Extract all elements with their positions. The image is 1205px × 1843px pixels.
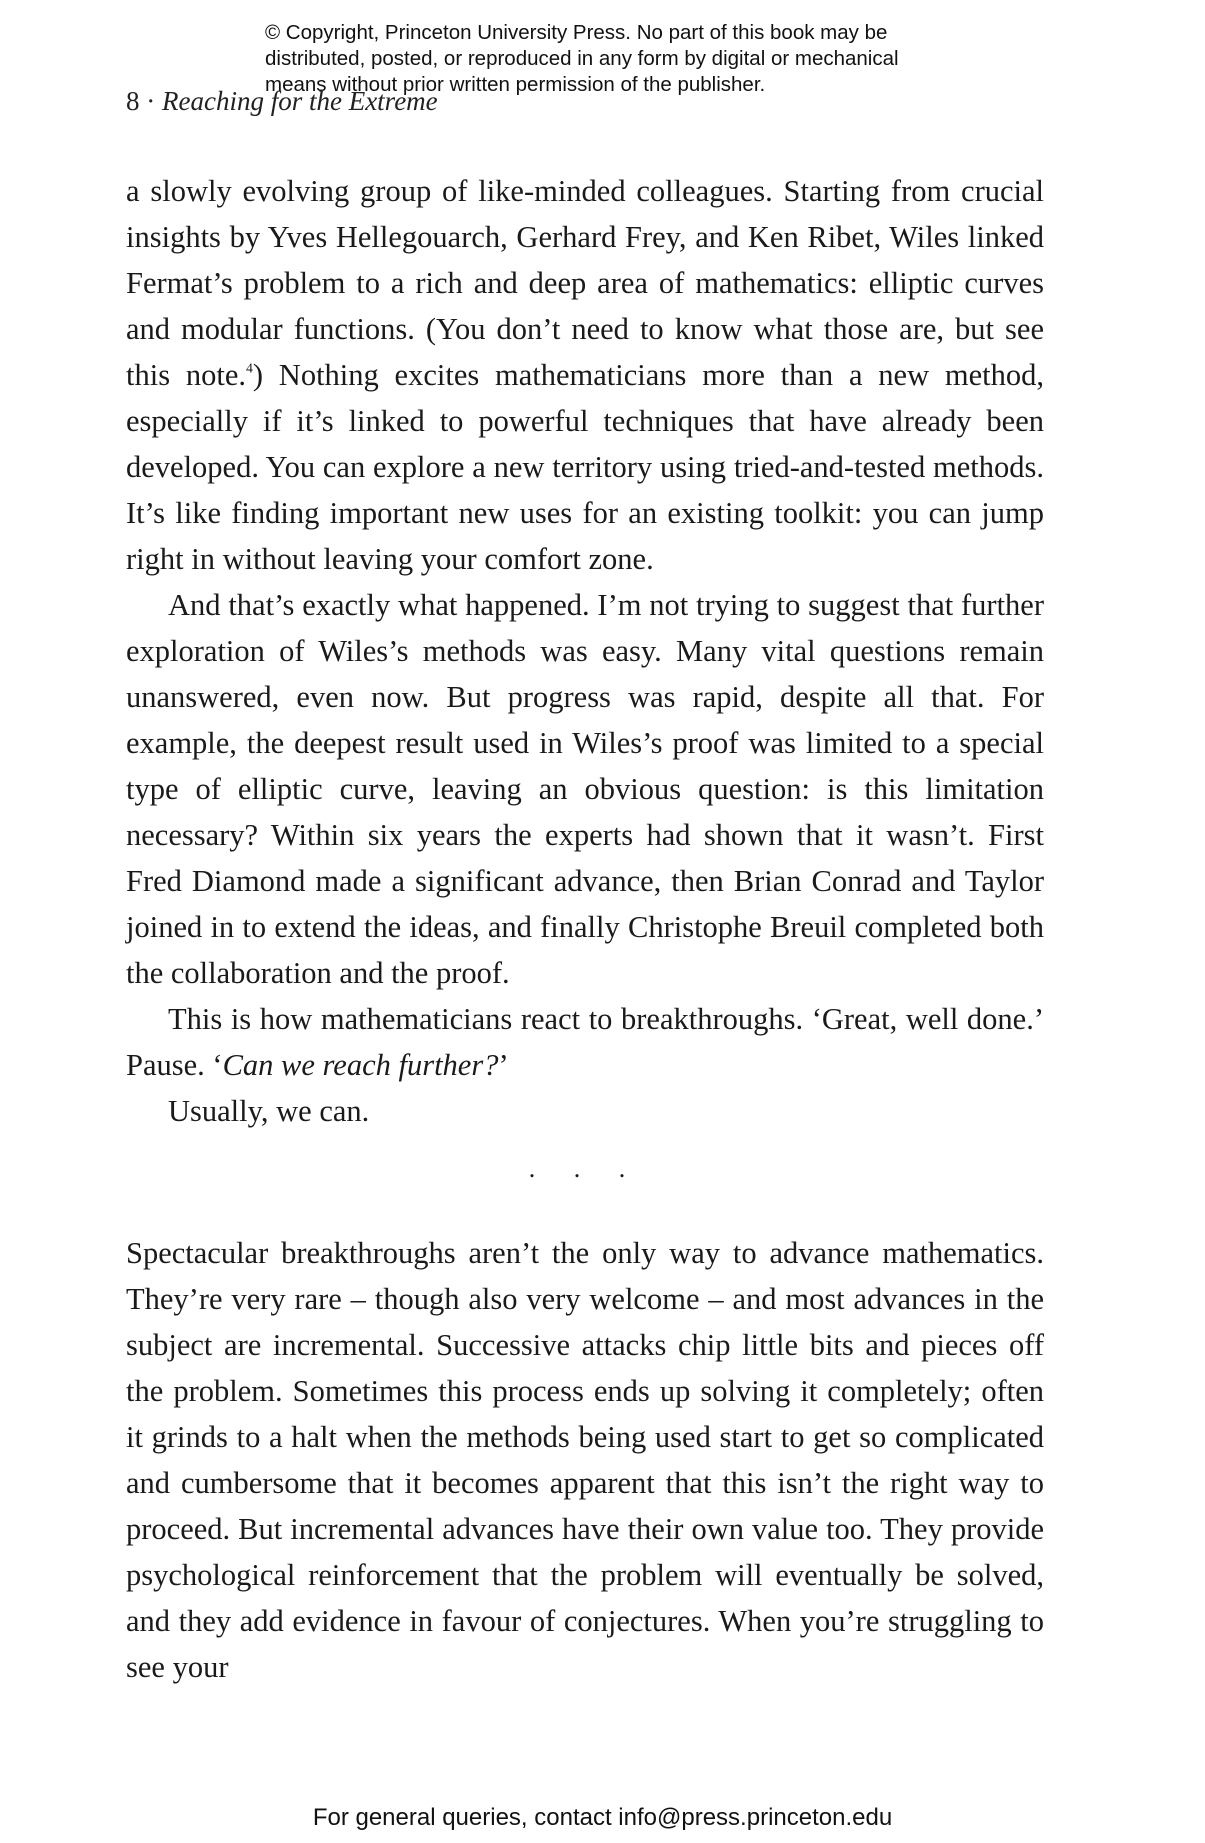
running-head-title: Reaching for the Extreme — [162, 86, 438, 116]
paragraph-3-italic: Can we reach further? — [222, 1048, 499, 1082]
paragraph-3-text-a: This is how mathematicians react to breakthroughs. ‘Great, well done.’ Pause. ‘ — [126, 1002, 1044, 1082]
paragraph-1-text-a: a slowly evolving group of like-minded colleagues. Starting from crucial insights by Yves Hellegouarch, Gerhard Frey, and Ken Ribet, Wiles linked Fermat’s problem to a rich and deep area of mathematics: elliptic curves and modular functions. (You don’t need to know what those are, but see this note. — [126, 174, 1044, 392]
paragraph-1-text-b: ) Nothing excites mathematicians more than a new method, especially if it’s linked to powerful techniques that have already been developed. You can explore a new territory using tried-and-tested methods. It’s like finding important new uses for an existing toolkit: you can jump right in without leaving your comfort zone. — [126, 358, 1044, 576]
paragraph-5: Spectacular breakthroughs aren’t the only way to advance mathematics. They’re very rare – though also very welcome – and most advances in the subject are incremental. Successive attacks chip little bits and pieces off the problem. Sometimes this process ends up solving it completely; often it grinds to a halt when the methods being used start to get so complicated and cumbersome that it becomes apparent that this isn’t the right way to proceed. But incremental advances have their own value too. They provide psychological reinforcement that the problem will eventually be solved, and they add evidence in favour of conjectures. When you’re struggling to see your — [126, 1236, 1044, 1684]
note-reference-4: 4 — [246, 360, 253, 376]
running-head — [126, 86, 438, 117]
paragraph-2: And that’s exactly what happened. I’m not trying to suggest that further exploration of Wiles’s methods was easy. Many vital questions remain unanswered, even now. But progress was rapid, despite all that. For example, the deepest result used in Wiles’s proof was limited to a special type of elliptic curve, leaving an obvious question: is this limitation necessary? Within six years the experts had shown that it wasn’t. First Fred Diamond made a significant advance, then Brian Conrad and Taylor joined in to extend the ideas, and finally Christophe Breuil completed both the collaboration and the proof. — [126, 588, 1044, 990]
paragraph-3 — [126, 996, 1044, 1088]
paragraph-1 — [126, 168, 1044, 582]
copyright-line-3: means without prior written permission of the publisher. — [265, 73, 766, 96]
copyright-line-2: distributed, posted, or reproduced in any form by digital or mechanical — [265, 47, 899, 70]
copyright-line-1: © Copyright, Princeton University Press. No part of this book may be — [265, 21, 888, 44]
section-break: . . . — [528, 1154, 642, 1183]
footer-contact: For general queries, contact info@press.princeton.edu — [312, 1804, 893, 1831]
body-text — [126, 168, 1044, 1690]
paragraph-3-text-b: ’ — [498, 1048, 509, 1082]
paragraph-4: Usually, we can. — [168, 1094, 370, 1128]
page-number: 8 · — [126, 86, 156, 116]
